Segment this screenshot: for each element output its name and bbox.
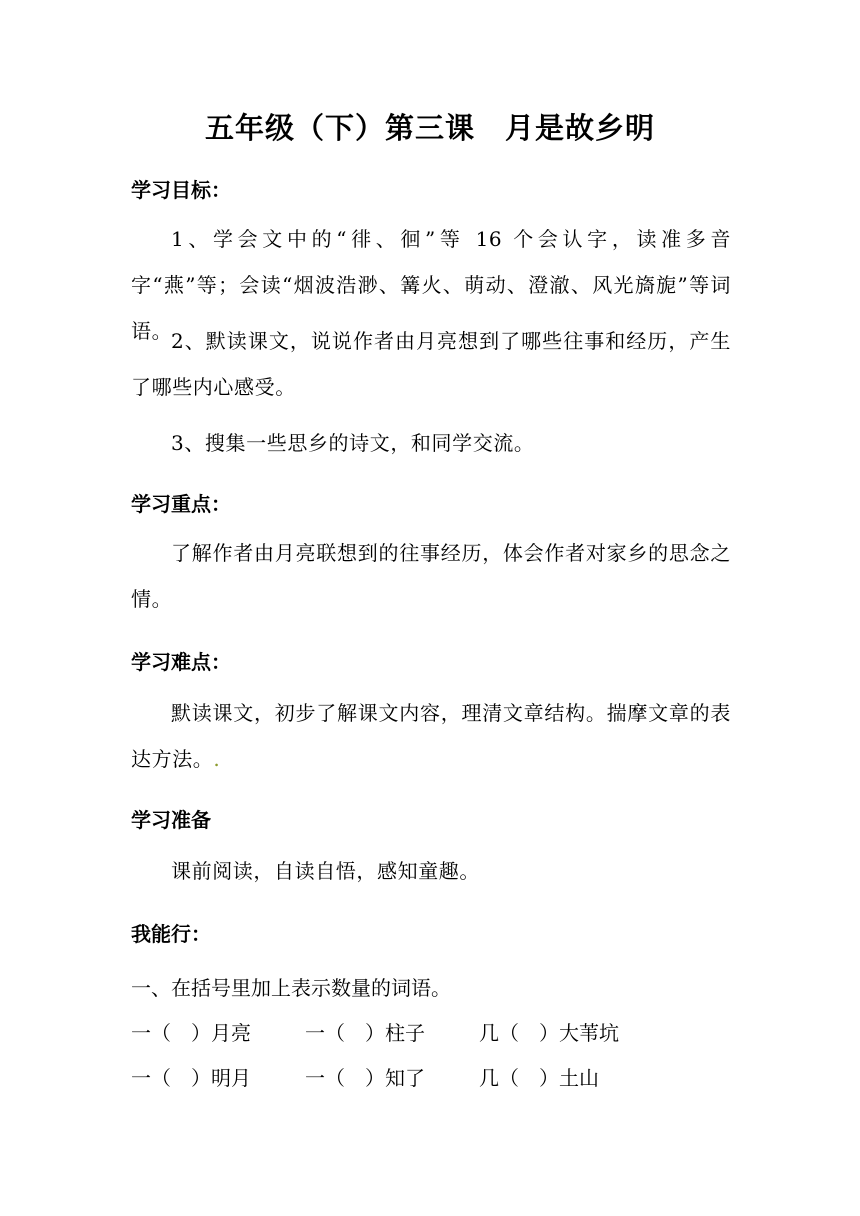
difficulty-heading: 学习难点： [131,650,231,674]
page-title: 五年级（下）第三课 月是故乡明 [204,111,655,145]
difficulty-mark: . [213,747,221,771]
goal-item-3: 3、搜集一些思乡的诗文，和同学交流。 [171,431,535,455]
practice-heading: 我能行： [131,922,211,946]
goal-item-1: 1、学会文中的“徘、徊”等 16 个会认字，读准多音字“燕”等；会读“烟波浩渺、篝火、萌动、澄澈、风光旖旎”等词语。 [131,227,731,343]
practice-cell: 几（ ）大苇坑 [479,1021,619,1045]
focus-text: 了解作者由月亮联想到的往事经历，体会作者对家乡的思念之情。 [131,541,731,611]
practice-row-2 [131,1062,599,1182]
practice-cell: 一（ ）明月 [131,1066,251,1090]
prep-text: 课前阅读，自读自悟，感知童趣。 [171,859,480,883]
practice-cell: 一（ ）柱子 [305,1021,425,1045]
difficulty-text [131,690,731,782]
practice-question: 一、在括号里加上表示数量的词语。 [131,976,451,1000]
goal-item-2: 2、默读课文，说说作者由月亮想到了哪些往事和经历，产生了哪些内心感受。 [131,329,731,399]
practice-cell: 几（ ）土山 [479,1066,599,1090]
difficulty-text-body: 默读课文，初步了解课文内容，理清文章结构。揣摩文章的表达方法。 [131,701,731,771]
goals-heading: 学习目标： [131,178,231,202]
practice-cell: 一（ ）月亮 [131,1021,251,1045]
prep-heading: 学习准备 [131,808,211,832]
practice-cell: 一（ ）知了 [305,1066,425,1090]
focus-heading: 学习重点： [131,492,231,516]
